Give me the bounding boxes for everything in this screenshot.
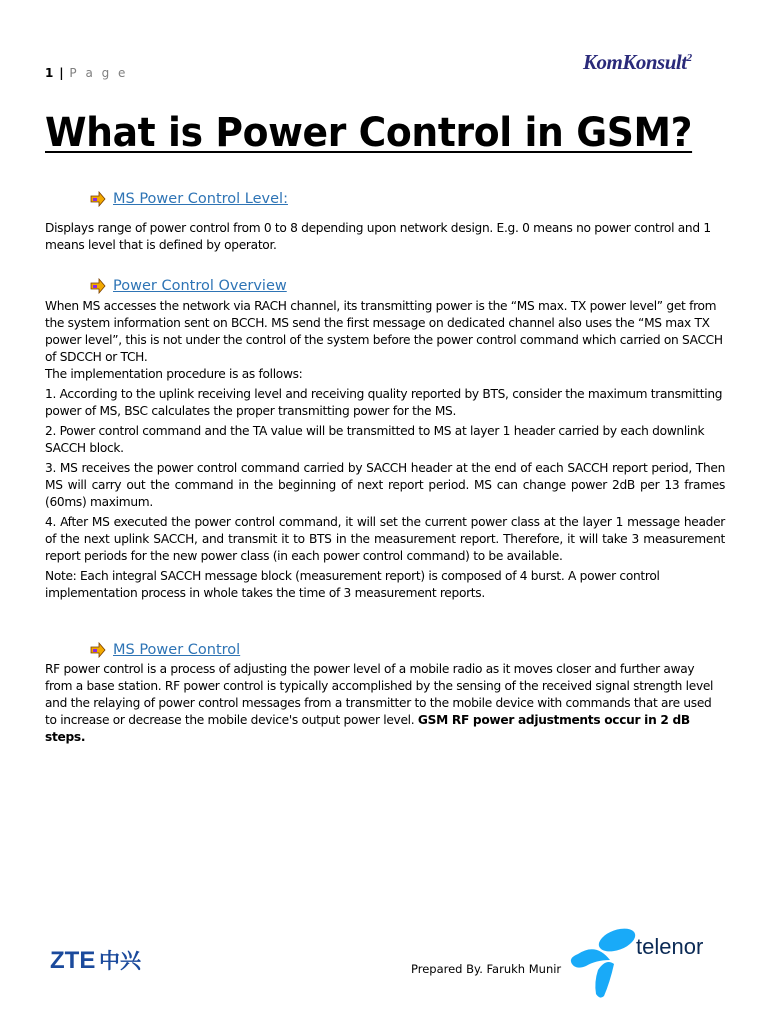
telenor-logo-text: telenor [636, 934, 704, 959]
section-heading-label: MS Power Control [113, 642, 241, 658]
komkonsult-logo [583, 50, 692, 75]
paragraph: 2. Power control command and the TA value will be transmitted to MS at layer 1 header carried by each downlink SACCH block. [45, 424, 705, 455]
paragraph-emphasis: GSM RF power adjustments occur in 2 dB steps. [45, 713, 690, 744]
page-number-separator: | [59, 66, 65, 80]
paragraph: Displays range of power control from 0 to 8 depending upon network design. E.g. 0 means no power control and 1 means level that is defined by operator. [45, 221, 711, 252]
page-label: P a g e [69, 66, 128, 80]
paragraph [45, 661, 725, 746]
page-title: What is Power Control in GSM? [45, 108, 693, 156]
arrow-bullet-icon [89, 278, 107, 294]
zte-logo-latin: ZTE [50, 947, 96, 974]
section-ms-power-control [45, 640, 725, 746]
zte-logo-chinese: 中兴 [99, 949, 141, 973]
arrow-bullet-icon [89, 642, 107, 658]
paragraph: 1. According to the uplink receiving level and receiving quality reported by BTS, consider the maximum transmitting power of MS, BSC calculates the proper transmitting power for the MS. [45, 387, 723, 418]
paragraph: 4. After MS executed the power control command, it will set the current power class at the layer 1 message header of the next uplink SACCH, and transmit it to BTS in the measurement report. Therefore, it will take 3 measurement report periods for the new power class (in each power control command) to be available. [45, 515, 725, 563]
arrow-bullet-icon [89, 191, 107, 207]
komkonsult-logo-superscript: 2 [686, 52, 692, 64]
zte-logo [50, 946, 150, 979]
section-heading-label: MS Power Control Level: [113, 191, 288, 207]
section-ms-power-control-level [45, 189, 725, 254]
section-heading [89, 189, 725, 209]
zte-logo-icon [50, 946, 150, 974]
section-heading-label: Power Control Overview [113, 278, 287, 294]
paragraph: The implementation procedure is as follows: [45, 367, 303, 381]
prepared-by: Prepared By. Farukh Munir [411, 962, 562, 976]
paragraph: 3. MS receives the power control command carried by SACCH header at the end of each SACCH report period, Then MS will carry out the command in the beginning of next report period. MS can change power 2dB per 13 frames (60ms) maximum. [45, 461, 725, 509]
section-power-control-overview [45, 276, 725, 602]
paragraph: When MS accesses the network via RACH channel, its transmitting power is the “MS max. TX power level” get from the system information sent on BCCH. MS send the first message on dedicated channel also uses the “MS max TX power level”, this is not under the control of the system before the power control command which carried on SACCH of SDCCH or TCH. [45, 299, 723, 364]
page-number-value: 1 [45, 66, 55, 80]
paragraph: Note: Each integral SACCH message block (measurement report) is composed of 4 burst. A power control implementation process in whole takes the time of 3 measurement reports. [45, 569, 660, 600]
section-heading [89, 276, 725, 296]
section-heading [89, 640, 725, 660]
paragraph-main-text: RF power control is a process of adjusting the power level of a mobile radio as it moves closer and further away from a base station. RF power control is typically accomplished by the sensing of the received signal strength level and the relaying of power control messages from a transmitter to the mobile device with commands that are used to increase or decrease the mobile device's output power level. [45, 662, 714, 727]
telenor-logo-icon [566, 920, 716, 1000]
komkonsult-logo-text: KomKonsult [583, 50, 687, 74]
page-number [45, 66, 128, 80]
telenor-logo [566, 920, 716, 1005]
